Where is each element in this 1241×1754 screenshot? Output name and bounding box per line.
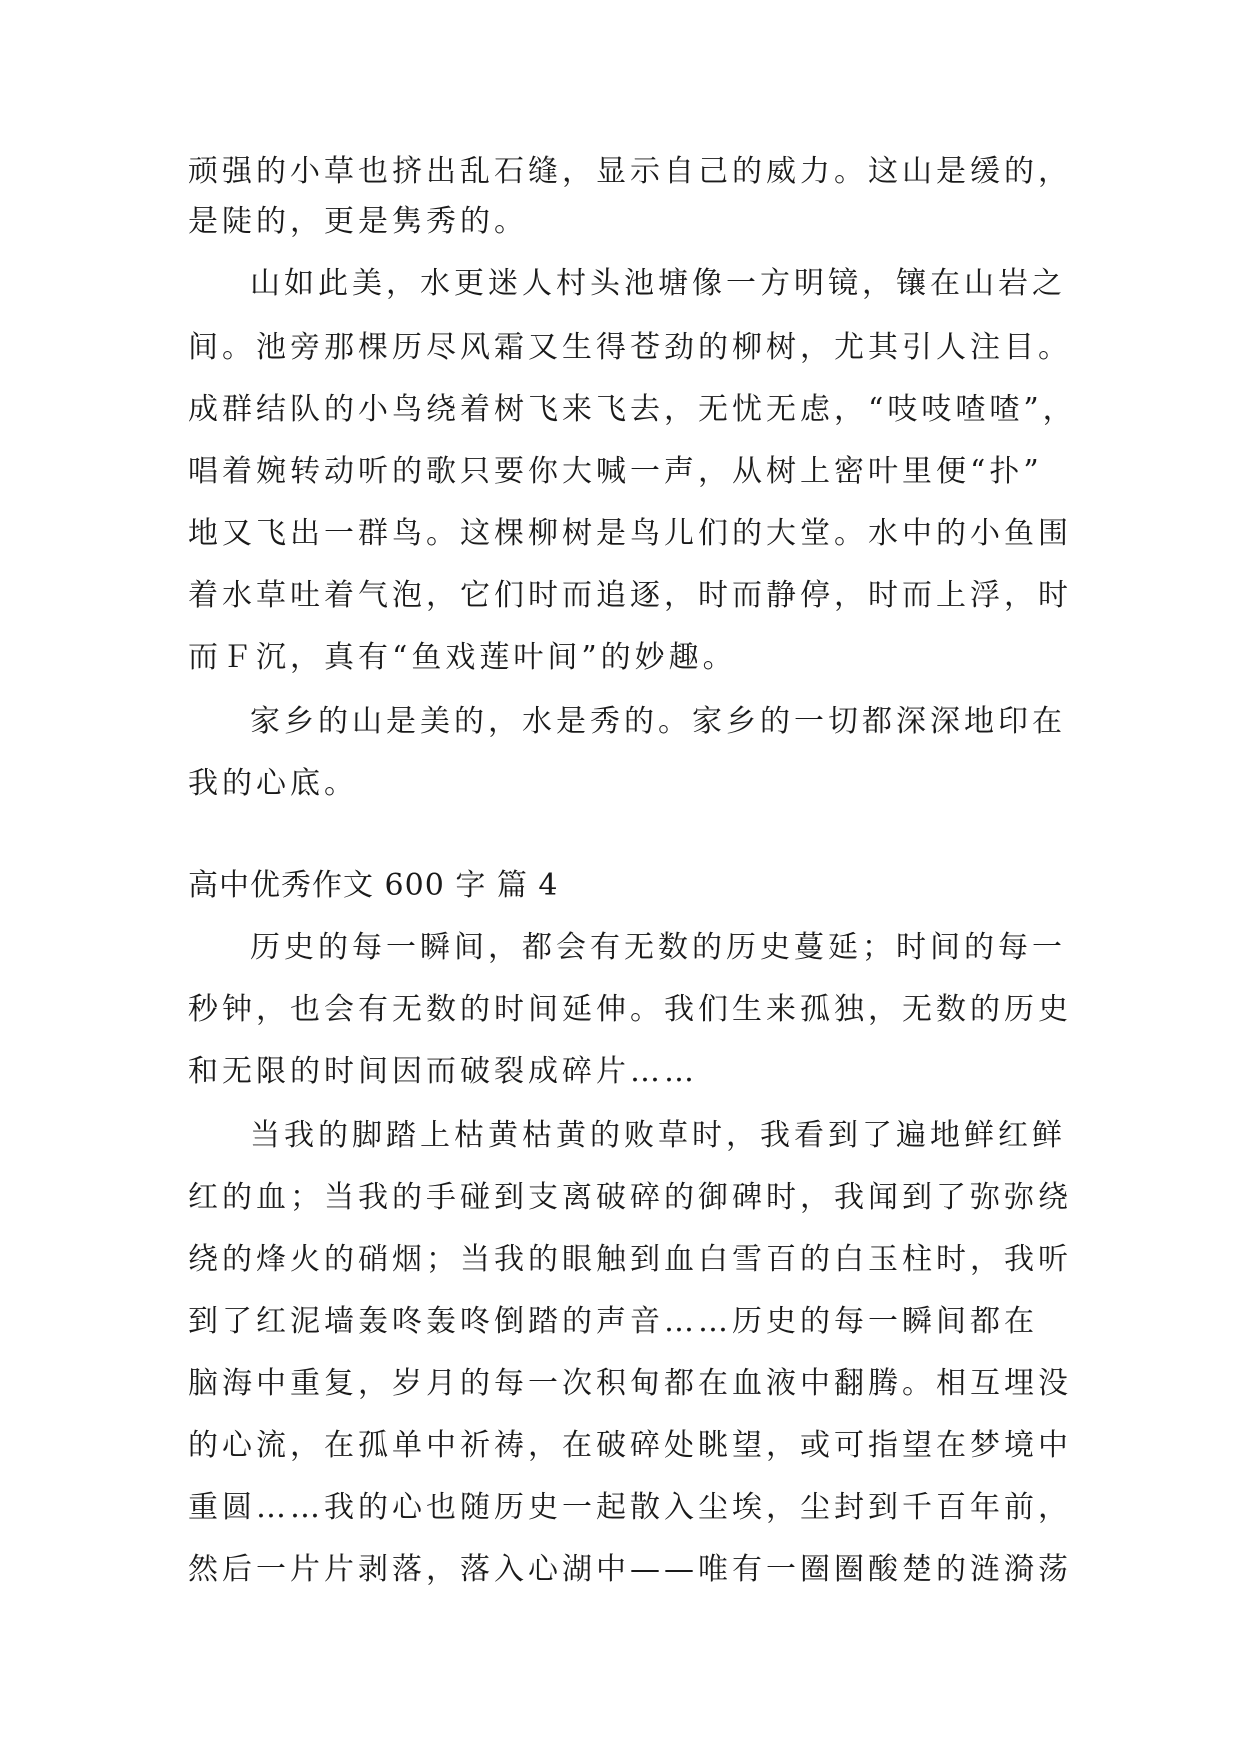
text-line: 地又飞出一群鸟。这棵柳树是鸟儿们的大堂。水中的小鱼围 xyxy=(188,516,1072,551)
text-line: 而Ｆ沉，真有“鱼戏莲叶间”的妙趣。 xyxy=(188,640,737,675)
text-line: 的心流，在孤单中祈祷，在破碎处眺望，或可指望在梦境中 xyxy=(188,1428,1072,1463)
text-line: 重圆……我的心也随历史一起散入尘埃，尘封到千百年前， xyxy=(188,1490,1072,1525)
text-line: 间。池旁那棵历尽风霜又生得苍劲的柳树，尤其引人注目。 xyxy=(188,330,1072,365)
text-line: 我的心底。 xyxy=(188,766,358,801)
paragraph-first-line: 家乡的山是美的，水是秀的。家乡的一切都深深地印在 xyxy=(250,704,1066,739)
text-line: 绕的烽火的硝烟；当我的眼触到血白雪百的白玉柱时，我听 xyxy=(188,1242,1072,1277)
paragraph-first-line: 历史的每一瞬间，都会有无数的历史蔓延；时间的每一 xyxy=(250,930,1066,965)
paragraph-first-line: 当我的脚踏上枯黄枯黄的败草时，我看到了遍地鲜红鲜 xyxy=(250,1118,1066,1153)
text-line: 秒钟，也会有无数的时间延伸。我们生来孤独，无数的历史 xyxy=(188,992,1072,1027)
text-line: 唱着婉转动听的歌只要你大喊一声，从树上密叶里便“扑” xyxy=(188,454,1043,489)
text-line: 脑海中重复，岁月的每一次积甸都在血液中翻腾。相互埋没 xyxy=(188,1366,1072,1401)
text-line: 顽强的小草也挤出乱石缝，显示自己的威力。这山是缓的， xyxy=(188,154,1072,189)
text-line: 成群结队的小鸟绕着树飞来飞去，无忧无虑，“吱吱喳喳”， xyxy=(188,392,1077,427)
text-line: 到了红泥墙轰咚轰咚倒踏的声音……历史的每一瞬间都在 xyxy=(188,1304,1038,1339)
text-line: 然后一片片剥落，落入心湖中——唯有一圈圈酸楚的涟漪荡 xyxy=(188,1552,1072,1587)
text-line: 红的血；当我的手碰到支离破碎的御碑时，我闻到了弥弥绕 xyxy=(188,1180,1072,1215)
section-heading: 高中优秀作文 600 字 篇 4 xyxy=(188,868,559,903)
text-line: 着水草吐着气泡，它们时而追逐，时而静停，时而上浮，时 xyxy=(188,578,1072,613)
text-line: 是陡的，更是隽秀的。 xyxy=(188,204,528,239)
paragraph-first-line: 山如此美，水更迷人村头池塘像一方明镜，镶在山岩之 xyxy=(250,266,1066,301)
text-line: 和无限的时间因而破裂成碎片…… xyxy=(188,1054,698,1089)
